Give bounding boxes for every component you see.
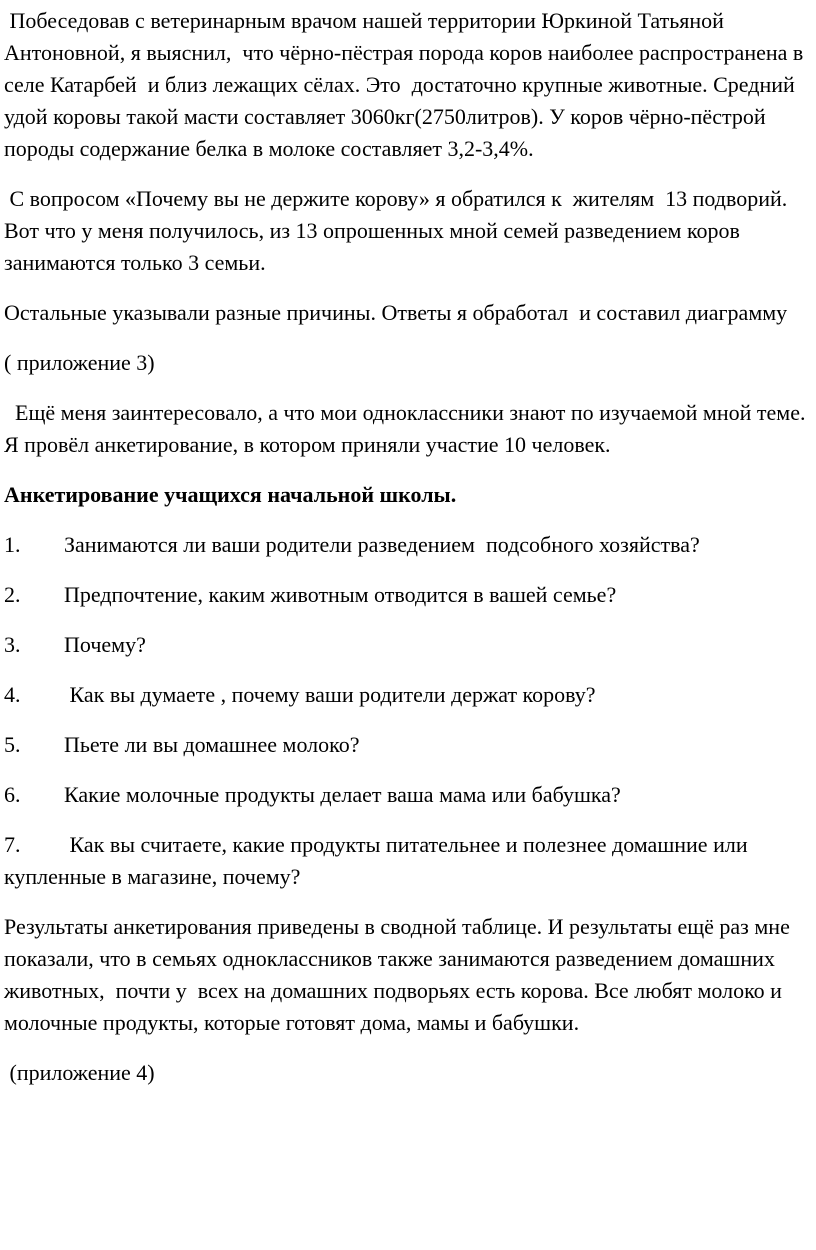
list-item-number: 7.	[4, 832, 21, 857]
paragraph-appendix-3-ref: ( приложение 3)	[4, 350, 155, 375]
list-item-1	[4, 529, 810, 561]
list-item-number: 2.	[4, 582, 21, 607]
list-item-6	[4, 779, 810, 811]
list-item-text: Занимаются ли ваши родители разведением подсобного хозяйства?	[64, 532, 700, 557]
list-item-number: 5.	[4, 732, 21, 757]
paragraph-vet-intro: Побеседовав с ветеринарным врачом нашей территории Юркиной Татьяной Антоновной, я выяснил, что чёрно-пёстрая порода коров наиболее распространена в селе Катарбей и близ лежащих сёлах. Это достаточно крупные животные. Средний удой коровы такой масти составляет 3060кг(2750литров). У коров чёрно-пёстрой породы содержание белка в молоке составляет 3,2-3,4%.	[4, 8, 809, 161]
list-item-5	[4, 729, 810, 761]
list-item-4	[4, 679, 810, 711]
section-heading: Анкетирование учащихся начальной школы.	[4, 482, 457, 507]
paragraph-diagram: Остальные указывали разные причины. Ответы я обработал и составил диаграмму	[4, 300, 788, 325]
list-item-text: Как вы считаете, какие продукты питательнее и полезнее домашние или купленные в магазине, почему?	[4, 832, 754, 889]
list-item-2	[4, 579, 810, 611]
list-item-number: 6.	[4, 782, 21, 807]
list-item-7	[4, 829, 810, 893]
list-item-text: Предпочтение, каким животным отводится в вашей семье?	[64, 582, 617, 607]
list-item-text: Почему?	[64, 632, 146, 657]
list-item-number: 4.	[4, 682, 21, 707]
paragraph-results-summary: Результаты анкетирования приведены в сводной таблице. И результаты ещё раз мне показали, что в семьях одноклассников также занимаются разведением домашних животных, почти у всех на домашних подворьях есть корова. Все любят молоко и молочные продукты, которые готовят дома, мамы и бабушки.	[4, 914, 796, 1035]
list-item-text: Как вы думаете , почему ваши родители держат корову?	[64, 682, 596, 707]
paragraph-appendix-4-ref: (приложение 4)	[4, 1060, 155, 1085]
list-item-number: 3.	[4, 632, 21, 657]
list-item-3	[4, 629, 810, 661]
list-item-text: Какие молочные продукты делает ваша мама или бабушка?	[64, 782, 621, 807]
paragraph-survey-households: С вопросом «Почему вы не держите корову» я обратился к жителям 13 подворий. Вот что у меня получилось, из 13 опрошенных мной семей разведением коров занимаются только 3 семьи.	[4, 186, 793, 275]
paragraph-classmates-survey: Ещё меня заинтересовало, а что мои одноклассники знают по изучаемой мной теме. Я провёл анкетирование, в котором приняли участие 10 человек.	[4, 400, 811, 457]
list-item-number: 1.	[4, 532, 21, 557]
list-item-text: Пьете ли вы домашнее молоко?	[64, 732, 360, 757]
